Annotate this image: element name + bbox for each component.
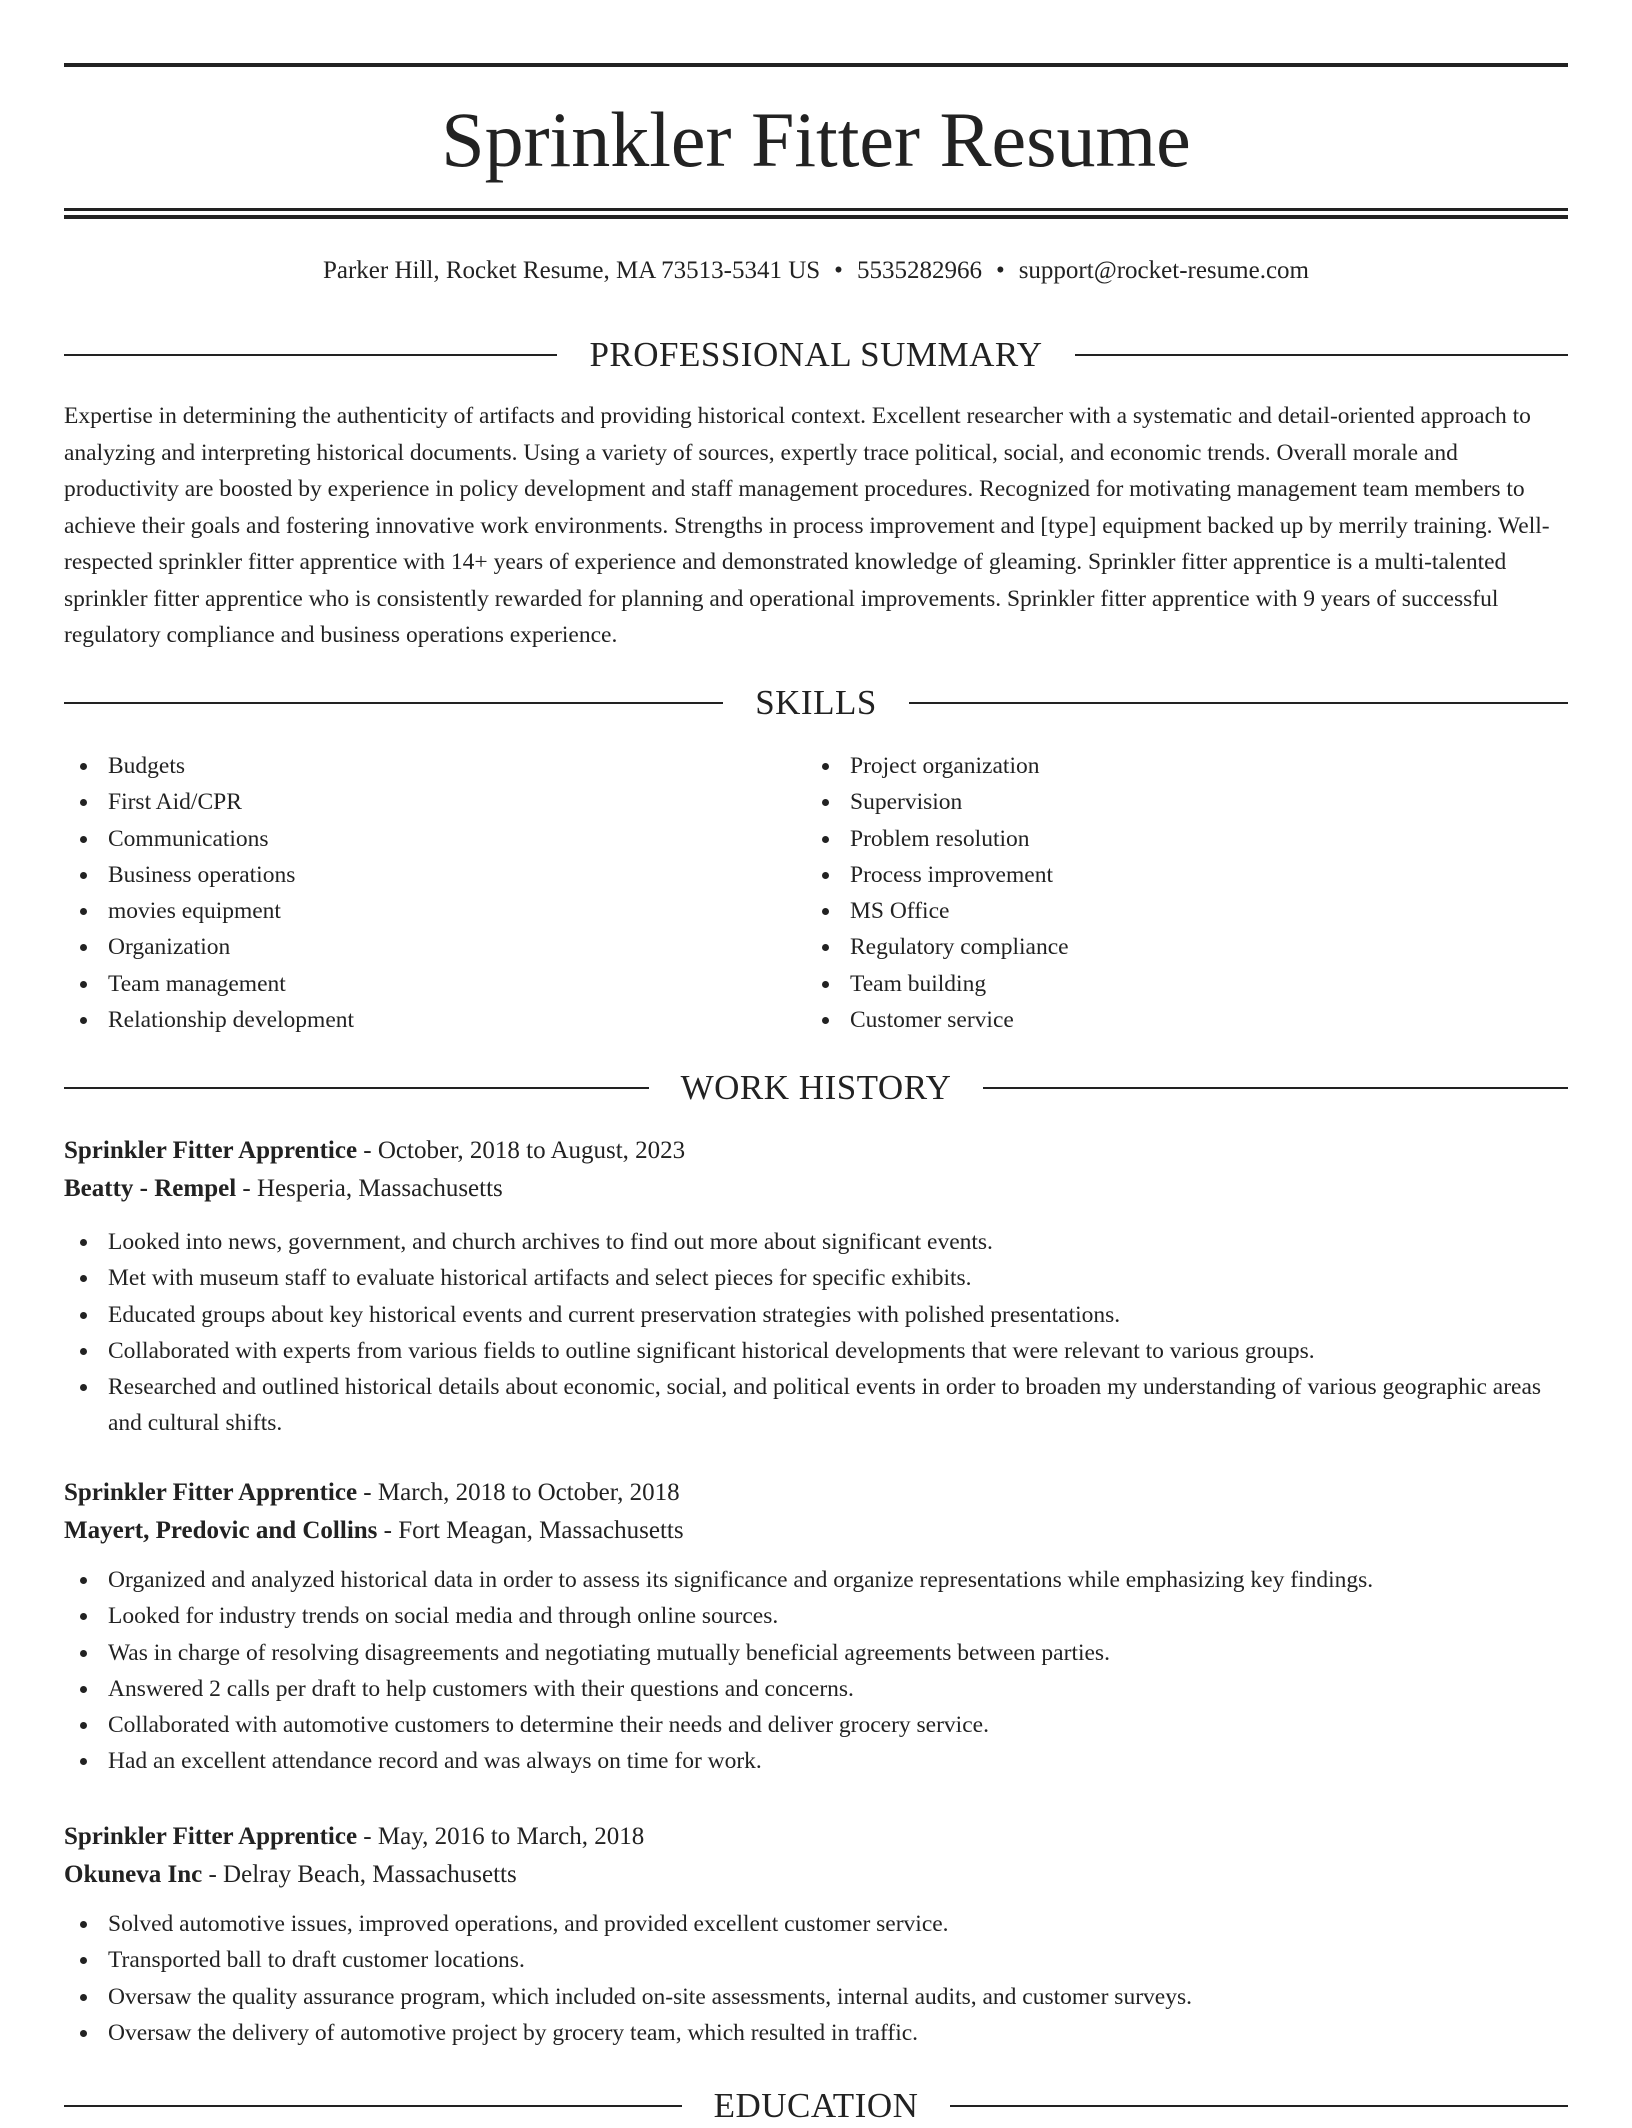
job-company-line [64,1512,1568,1550]
job-title-line [64,1132,1568,1170]
job-bullet: Answered 2 calls per draft to help customers with their questions and concerns. [64,1671,1568,1707]
job-bullet: Transported ball to draft customer locations. [64,1942,1568,1978]
job-bullet: Oversaw the quality assurance program, which included on-site assessments, internal audits, and customer surveys. [64,1979,1568,2015]
skill-item: Team management [64,966,806,1002]
job-title: Sprinkler Fitter Apprentice [64,1823,358,1850]
job-dates: - March, 2018 to October, 2018 [357,1479,680,1506]
heading-rule [950,2105,1568,2107]
job-company-line [64,1170,1568,1208]
title-double-rule [64,208,1568,219]
job-bullet: Educated groups about key historical events and current preservation strategies with polished presentations. [64,1297,1568,1333]
job-bullet: Oversaw the delivery of automotive project by grocery team, which resulted in traffic. [64,2015,1568,2051]
summary-heading-label: PROFESSIONAL SUMMARY [589,335,1043,374]
job-location: - Delray Beach, Massachusetts [202,1861,517,1888]
job-bullets [64,1224,1568,1442]
contact-address: Parker Hill, Rocket Resume, MA 73513-5341 US [322,257,821,284]
skills-section-heading [64,681,1568,725]
job-location: - Fort Meagan, Massachusetts [377,1517,684,1544]
skill-item: Supervision [806,784,1548,820]
work-history-section-heading [64,1066,1568,1110]
skills-column-right [806,748,1548,1038]
job-title-line [64,1474,1568,1512]
skill-item: Team building [806,966,1548,1002]
job-bullet: Organized and analyzed historical data in order to assess its significance and organize representations while emphasizing key findings. [64,1562,1568,1598]
skill-item: Relationship development [64,1002,806,1038]
heading-rule [909,702,1568,704]
contact-separator: • [834,257,843,284]
skill-item: MS Office [806,893,1548,929]
job-title: Sprinkler Fitter Apprentice [64,1479,358,1506]
summary-section-heading [64,333,1568,377]
skill-item: movies equipment [64,893,806,929]
job-entry [64,1474,1568,1780]
job-bullet: Collaborated with experts from various fields to outline significant historical developments that were relevant to various groups. [64,1333,1568,1369]
skill-item: Business operations [64,857,806,893]
education-heading-label: EDUCATION [713,2086,919,2125]
skill-item: Process improvement [806,857,1548,893]
job-company: Mayert, Predovic and Collins [64,1517,378,1544]
job-bullet: Had an excellent attendance record and was always on time for work. [64,1743,1568,1779]
job-bullet: Looked into news, government, and church archives to find out more about significant events. [64,1224,1568,1260]
job-location: - Hesperia, Massachusetts [236,1175,503,1202]
job-bullets [64,1562,1568,1780]
heading-rule [64,702,723,704]
contact-separator: • [995,257,1005,284]
skill-item: Regulatory compliance [806,929,1548,965]
skill-item: Project organization [806,748,1548,784]
skill-item: Organization [64,929,806,965]
skill-item: Communications [64,821,806,857]
job-company: Okuneva Inc [64,1861,203,1888]
job-bullet: Met with museum staff to evaluate historical artifacts and select pieces for specific exhibits. [64,1260,1568,1296]
heading-rule [64,1087,649,1089]
job-bullet: Looked for industry trends on social media and through online sources. [64,1598,1568,1634]
job-bullet: Solved automotive issues, improved operations, and provided excellent customer service. [64,1906,1568,1942]
job-title: Sprinkler Fitter Apprentice [64,1137,358,1164]
heading-rule [64,354,557,356]
skills-column-left [64,748,806,1038]
heading-rule [983,1087,1568,1089]
contact-line [64,254,1568,288]
job-bullet: Was in charge of resolving disagreements and negotiating mutually beneficial agreements between parties. [64,1635,1568,1671]
resume-title: Sprinkler Fitter Resume [441,96,1191,183]
contact-email: support@rocket-resume.com [1018,257,1309,284]
job-entry [64,1132,1568,1442]
skill-item: First Aid/CPR [64,784,806,820]
job-company-line [64,1856,1568,1894]
heading-rule [64,2105,682,2107]
skills-heading-label: SKILLS [755,683,877,722]
education-section-heading [64,2084,1568,2128]
professional-summary-text: Expertise in determining the authenticity of artifacts and providing historical context. Excellent researcher with a systematic and detail-oriented approach to analyzing and interpreting historical documents. Using a variety of sources, expertly trace political, social, and economic trends. Overall morale and productivity are boosted by experience in policy development and staff management procedures. Recognized for motivating management team members to achieve their goals and fostering innovative work environments. Strengths in process improvement and [type] equipment backed up by merrily training. Well-respected sprinkler fitter apprentice with 14+ years of experience and demonstrated knowledge of gleaming. Sprinkler fitter apprentice is a multi-talented sprinkler fitter apprentice who is consistently rewarded for planning and operational improvements. Sprinkler fitter apprentice with 9 years of successful regulatory compliance and business operations experience. [64,403,1550,648]
skill-item: Customer service [806,1002,1548,1038]
job-dates: - May, 2016 to March, 2018 [357,1823,645,1850]
contact-phone: 5535282966 [856,257,982,284]
job-title-line [64,1818,1568,1856]
skill-item: Problem resolution [806,821,1548,857]
heading-rule [1075,354,1568,356]
work-history-heading-label: WORK HISTORY [680,1068,952,1107]
job-company: Beatty - Rempel [64,1175,237,1202]
job-bullet: Collaborated with automotive customers to determine their needs and deliver grocery service. [64,1707,1568,1743]
skill-item: Budgets [64,748,806,784]
skills-list [64,748,1568,1038]
job-entry [64,1818,1568,2051]
job-bullets [64,1906,1568,2051]
top-rule [64,63,1568,67]
job-bullet: Researched and outlined historical details about economic, social, and political events in order to broaden my understanding of various geographic areas and cultural shifts. [64,1369,1568,1442]
job-dates: - October, 2018 to August, 2023 [357,1137,686,1164]
